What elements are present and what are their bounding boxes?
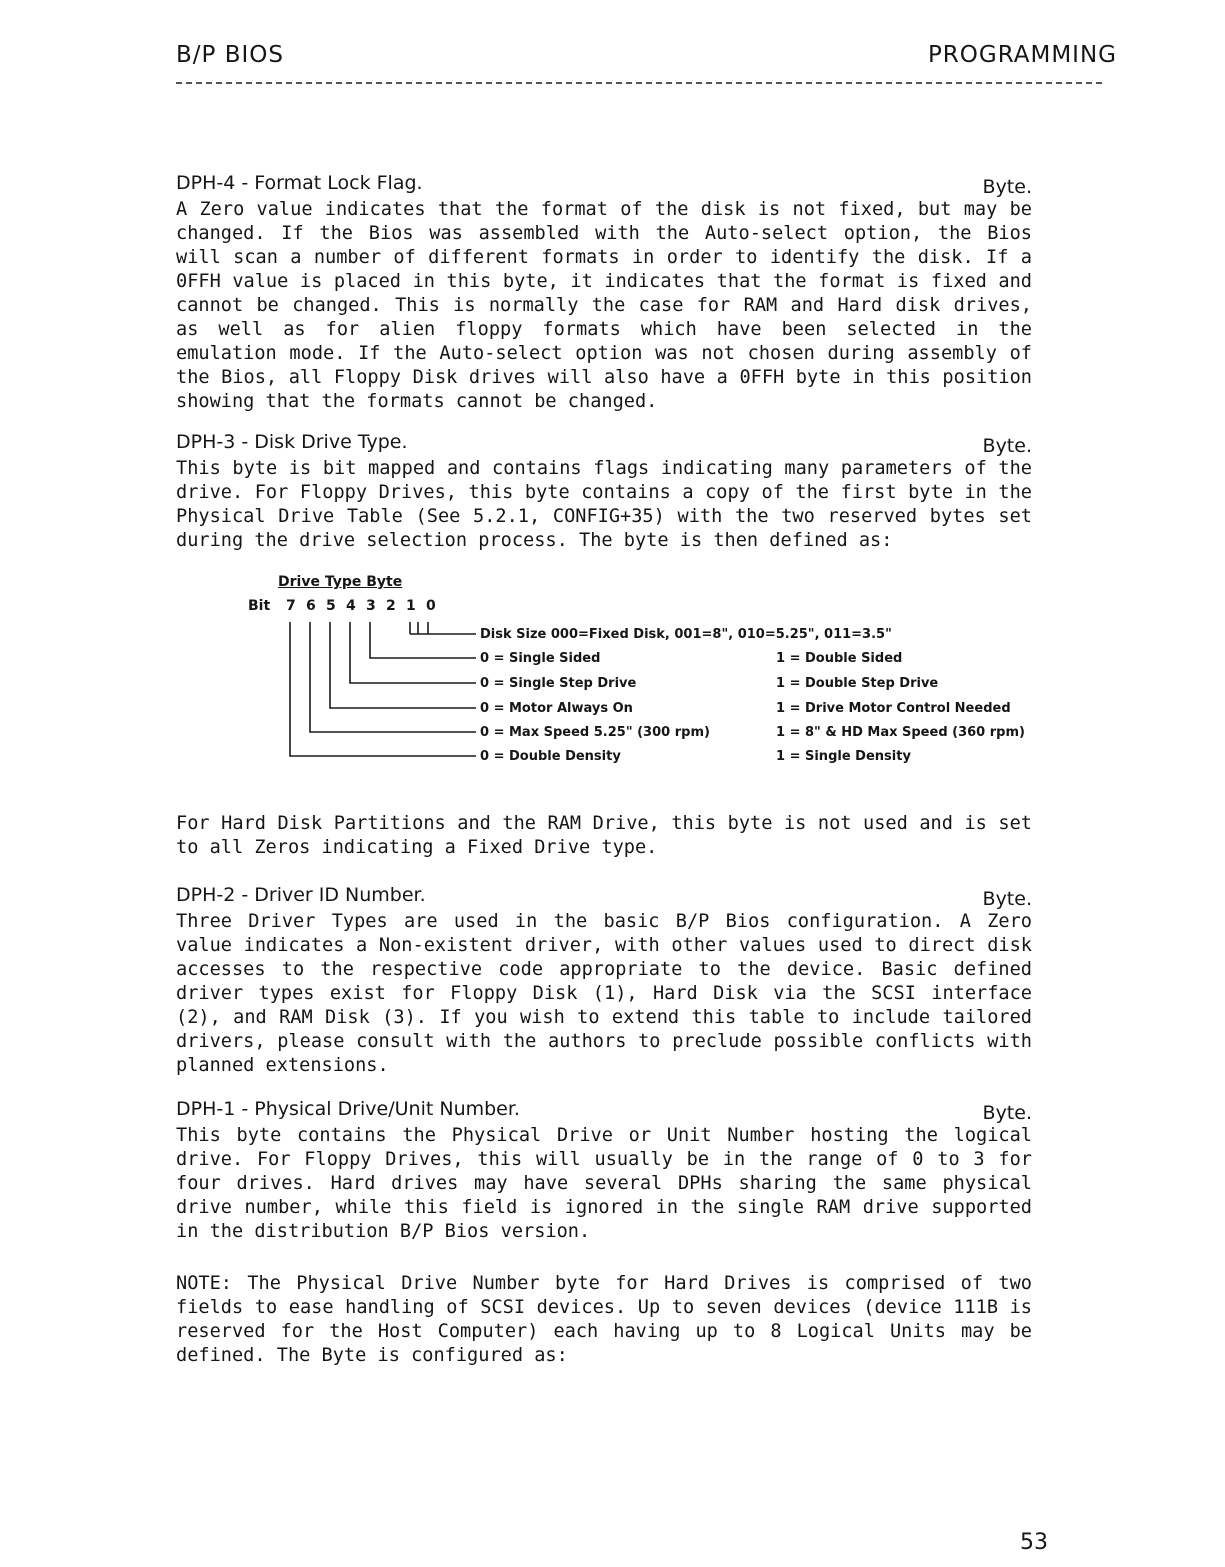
section-body: This byte is bit mapped and contains flags indicating many parameters of the drive. For Floppy Drives, this byte contains a copy of the first byte in the Physical Drive Table (See 5.2.1, CONFIG+35) with the two reserved bytes set during the drive selection process. The byte is then defined as: (176, 458, 1032, 551)
row-speed-alt: 1 = 8" & HD Max Speed (360 rpm) (776, 725, 1025, 740)
drive-type-byte-diagram (248, 574, 1108, 774)
section-heading (176, 1098, 1032, 1124)
bit-6: 6 (306, 598, 316, 614)
section-hard-disk-note (176, 812, 1032, 860)
bit-connector-lines (248, 574, 488, 774)
section-body: For Hard Disk Partitions and the RAM Drive, this byte is not used and is set to all Zeros indicating a Fixed Drive type. (176, 813, 1032, 858)
page-number: 53 (1020, 1530, 1048, 1555)
bit-0: 0 (426, 598, 436, 614)
section-driver-id (176, 884, 1032, 1078)
section-title: DPH-2 - Driver ID Number. (176, 884, 426, 906)
section-type: Byte. (982, 435, 1032, 457)
diagram-title: Drive Type Byte (278, 574, 403, 590)
section-title: DPH-3 - Disk Drive Type. (176, 431, 408, 453)
bit-1: 1 (406, 598, 416, 614)
section-body: This byte contains the Physical Drive or Unit Number hosting the logical drive. For Floppy Drives, this will usually be in the range of 0 to 3 for four drives. Hard drives may have several DPHs sharing the same physical drive number, while this field is ignored in the single RAM drive supported in the distribution B/P Bios version. (176, 1125, 1032, 1242)
section-physical-drive-number (176, 1098, 1032, 1244)
bits-label: Bit (248, 598, 271, 614)
section-heading (176, 884, 1032, 910)
row-step-alt: 1 = Double Step Drive (776, 676, 939, 691)
section-body: Three Driver Types are used in the basic B/P Bios configuration. A Zero value indicates a Non-existent driver, with other values used to direct disk accesses to the respective code appropriate to the device. Basic defined driver types exist for Floppy Disk (1), Hard Disk via the SCSI interface (2), and RAM Disk (3). If you wish to extend this table to include tailored drivers, please consult with the authors to preclude possible conflicts with planned extensions. (176, 911, 1032, 1076)
section-note (176, 1272, 1032, 1368)
bit-7: 7 (286, 598, 296, 614)
bit-4: 4 (346, 598, 356, 614)
bit-2: 2 (386, 598, 396, 614)
bit-5: 5 (326, 598, 336, 614)
row-density-alt: 1 = Single Density (776, 749, 911, 764)
section-disk-drive-type (176, 431, 1032, 553)
section-format-lock-flag (176, 172, 1032, 414)
section-heading (176, 172, 1032, 198)
section-body: A Zero value indicates that the format of the disk is not fixed, but may be changed. If the Bios was assembled with the Auto-select option, the Bios will scan a number of different formats in order to identify the disk. If a 0FFH value is placed in this byte, it indicates that the format is fixed and cannot be changed. This is normally the case for RAM and Hard disk drives, as well as for alien floppy formats which have been selected in the emulation mode. If the Auto-select option was not chosen during assembly of the Bios, all Floppy Disk drives will also have a 0FFH byte in this position showing that the formats cannot be changed. (176, 199, 1032, 412)
row-disk-size: Disk Size 000=Fixed Disk, 001=8", 010=5.25", 011=3.5" (480, 627, 892, 642)
row-sided: 0 = Single Sided (480, 651, 601, 666)
section-heading (176, 431, 1032, 457)
row-sided-alt: 1 = Double Sided (776, 651, 903, 666)
header-right: PROGRAMMING (927, 42, 1117, 68)
header-left: B/P BIOS (176, 42, 284, 68)
row-motor: 0 = Motor Always On (480, 701, 633, 716)
header-rule (176, 82, 1102, 84)
bit-3: 3 (366, 598, 376, 614)
row-motor-alt: 1 = Drive Motor Control Needed (776, 701, 1011, 716)
section-title: DPH-1 - Physical Drive/Unit Number. (176, 1098, 520, 1120)
section-title: DPH-4 - Format Lock Flag. (176, 172, 423, 194)
section-body: NOTE: The Physical Drive Number byte for Hard Drives is comprised of two fields to ease handling of SCSI devices. Up to seven devices (device 111B is reserved for the Host Computer) each having up to 8 Logical Units may be defined. The Byte is configured as: (176, 1273, 1032, 1366)
row-density: 0 = Double Density (480, 749, 621, 764)
section-type: Byte. (982, 176, 1032, 198)
row-step: 0 = Single Step Drive (480, 676, 637, 691)
section-type: Byte. (982, 1102, 1032, 1124)
section-type: Byte. (982, 888, 1032, 910)
row-speed: 0 = Max Speed 5.25" (300 rpm) (480, 725, 710, 740)
